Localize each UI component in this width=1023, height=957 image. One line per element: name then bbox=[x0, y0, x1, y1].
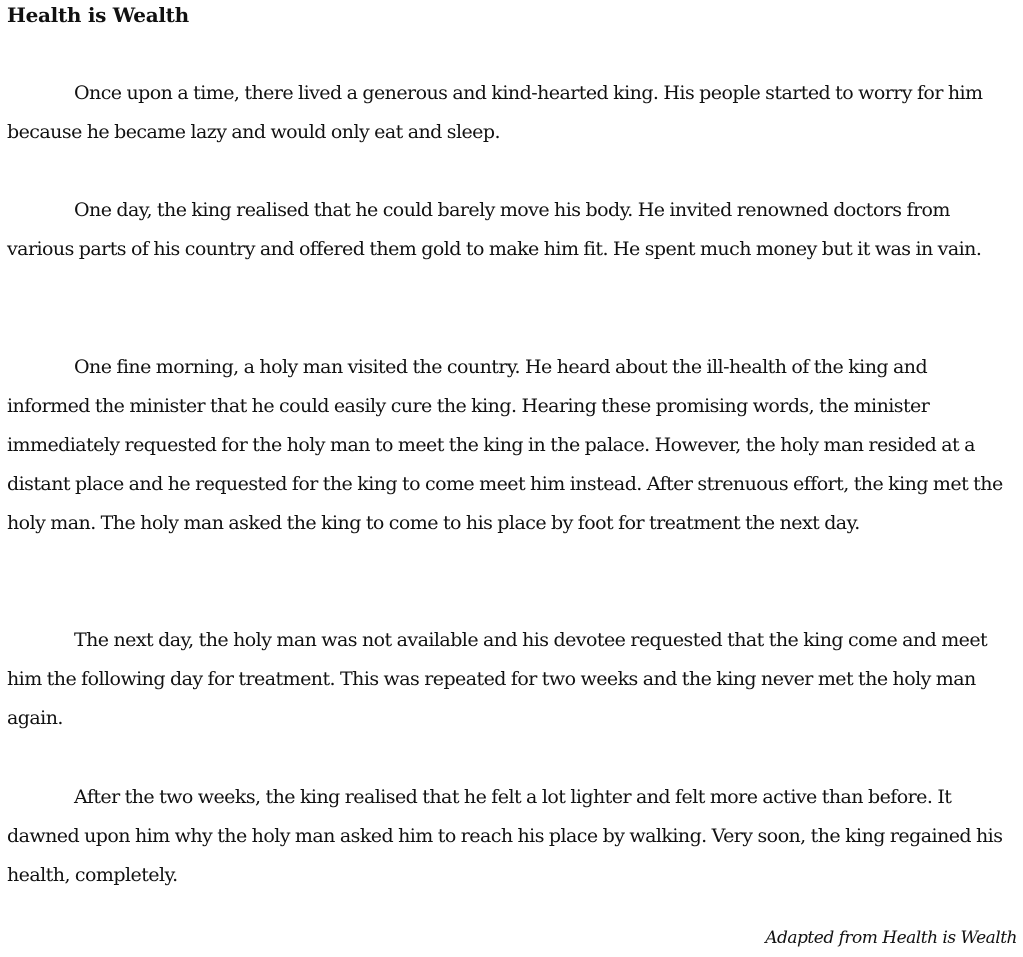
source-attribution: Adapted from Health is Wealth bbox=[765, 928, 1017, 948]
paragraph-2: One day, the king realised that he could barely move his body. He invited renowned doctors from various parts of his country and offered them gold to make him fit. He spent much money but it was in vain. bbox=[7, 199, 982, 260]
paragraph-1: Once upon a time, there lived a generous and kind-hearted king. His people started to worry for him because he became lazy and would only eat and sleep. bbox=[7, 82, 983, 143]
paragraph-4: The next day, the holy man was not available and his devotee requested that the king come and meet him the following day for treatment. This was repeated for two weeks and the king never met the holy man again. bbox=[7, 629, 988, 729]
paragraph-5: After the two weeks, the king realised that he felt a lot lighter and felt more active than before. It dawned upon him why the holy man asked him to reach his place by walking. Very soon, the king regained his health, completely. bbox=[7, 786, 1003, 886]
paragraph-3: One fine morning, a holy man visited the country. He heard about the ill-health of the king and informed the minister that he could easily cure the king. Hearing these promising words, the minister immediately requested for the holy man to meet the king in the palace. However, the holy man resided at a distant place and he requested for the king to come meet him instead. After strenuous effort, the king met the holy man. The holy man asked the king to come to his place by foot for treatment the next day. bbox=[7, 356, 1003, 534]
document-page bbox=[7, 0, 1011, 886]
document-title: Health is Wealth bbox=[7, 3, 189, 27]
